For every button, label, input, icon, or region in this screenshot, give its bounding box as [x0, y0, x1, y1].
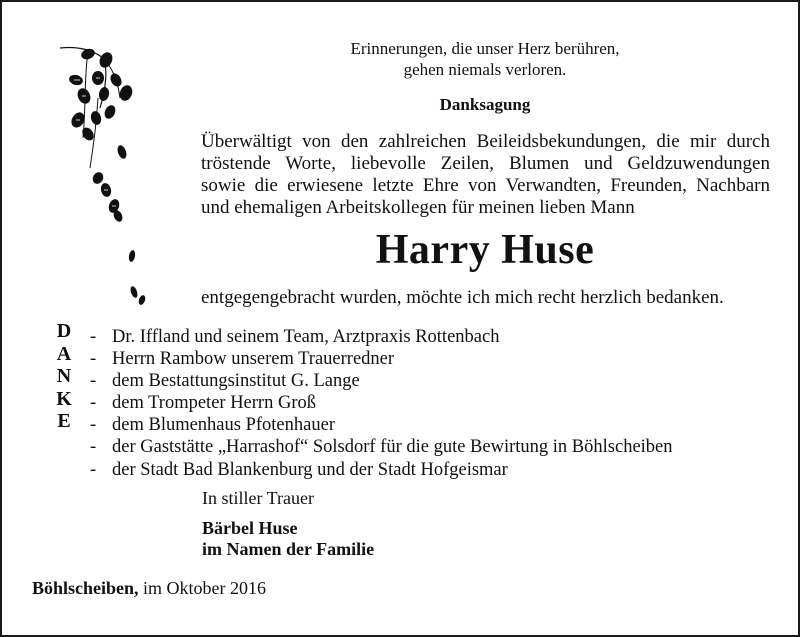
list-item	[90, 459, 770, 481]
list-dash: -	[90, 393, 97, 414]
list-dash: -	[90, 415, 97, 436]
danke-letter: K	[56, 387, 72, 410]
intro-paragraph	[201, 131, 770, 219]
list-item-text: der Gaststätte „Harrashof“ Solsdorf für die gute Bewirtung in Böhlscheiben	[112, 437, 673, 458]
intro-line: Überwältigt von den zahlreichen Beileidsbekundungen, die mir durch	[201, 131, 770, 152]
danke-letter: N	[56, 365, 72, 387]
intro-line: tröstende Worte, liebevolle Zeilen, Blumen und Geldzuwendungen	[201, 153, 770, 174]
outro-paragraph: entgegengebracht wurden, möchte ich mich recht herzlich bedanken.	[201, 287, 724, 308]
heading: Danksagung	[439, 95, 531, 114]
place-date: im Oktober 2016	[143, 578, 267, 598]
list-dash: -	[90, 327, 97, 347]
list-item-text: dem Blumenhaus Pfotenhauer	[112, 415, 335, 436]
danke-letter: A	[56, 342, 72, 365]
danke-letter: D	[56, 320, 72, 342]
closing-phrase: In stiller Trauer	[202, 488, 314, 508]
list-item	[90, 414, 770, 436]
list-item-text: dem Bestattungsinstitut G. Lange	[112, 371, 360, 392]
motto	[260, 38, 710, 80]
list-dash: -	[90, 371, 97, 392]
list-item	[90, 370, 770, 392]
list-item-text: Dr. Iffland und seinem Team, Arztpraxis Rottenbach	[112, 327, 500, 347]
list-dash: -	[90, 459, 97, 480]
motto-line-2: gehen niemals verloren.	[403, 60, 567, 79]
list-item	[90, 436, 770, 458]
list-item-text: der Stadt Bad Blankenburg und der Stadt Hofgeismar	[112, 459, 508, 480]
deceased-name: Harry Huse	[375, 227, 595, 273]
thanks-list	[90, 326, 770, 481]
list-dash: -	[90, 349, 97, 370]
list-item	[90, 392, 770, 414]
list-dash: -	[90, 437, 97, 458]
danke-vertical	[50, 320, 78, 433]
list-item-text: Herrn Rambow unserem Trauerredner	[112, 349, 395, 370]
list-item	[90, 326, 770, 348]
danke-letter: E	[57, 410, 71, 432]
place-town: Böhlscheiben,	[32, 578, 139, 598]
signer-family: im Namen der Familie	[202, 539, 375, 559]
intro-line: und ehemaligen Arbeitskollegen für meinen lieben Mann	[201, 197, 635, 218]
list-item	[90, 348, 770, 370]
list-item-text: dem Trompeter Herrn Groß	[112, 393, 316, 414]
place-and-date	[32, 578, 432, 599]
motto-line-1: Erinnerungen, die unser Herz berühren,	[350, 39, 620, 58]
branch-with-leaves-icon	[48, 38, 158, 308]
intro-line: sowie die erwiesene letzte Ehre von Verwandten, Freunden, Nachbarn	[201, 175, 770, 196]
signer-name: Bärbel Huse	[202, 518, 298, 538]
signer-block	[202, 518, 602, 560]
